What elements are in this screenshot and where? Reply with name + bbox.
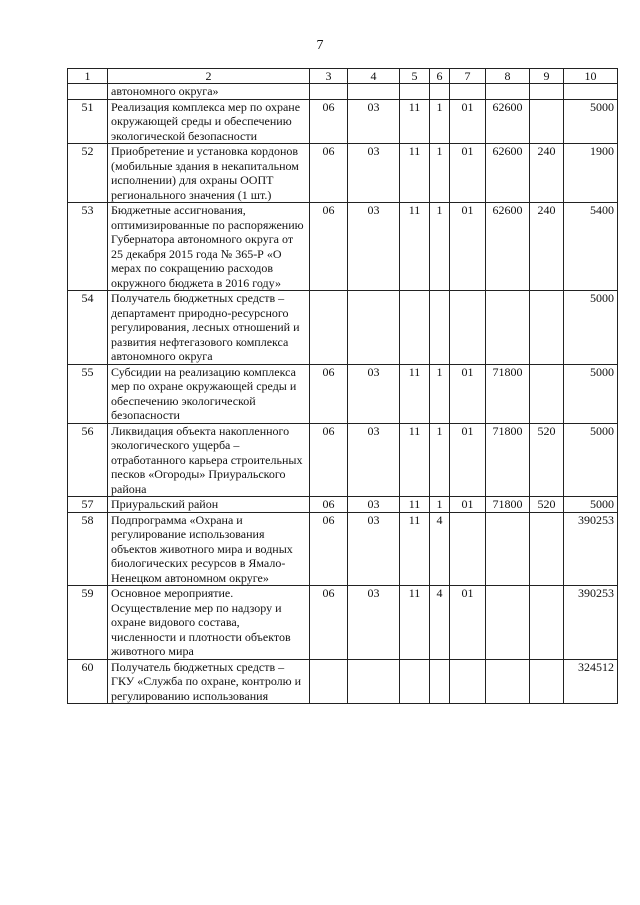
column-header: 1 <box>68 69 108 84</box>
row-description: Подпрограмма «Охрана и регулирование использования объектов животного мира и водных биологических ресурсов в Ямало-Ненецком автономном округе» <box>108 512 310 586</box>
code-8 <box>486 512 530 586</box>
amount: 390253 <box>564 512 618 586</box>
row-number: 57 <box>68 497 108 513</box>
code-3 <box>310 291 348 365</box>
code-6: 4 <box>430 512 450 586</box>
row-description: Получатель бюджетных средств – департамент природно-ресурсного регулирования, лесных отношений и развития нефтегазового комплекса автономного округа <box>108 291 310 365</box>
code-6: 1 <box>430 99 450 144</box>
code-9 <box>530 291 564 365</box>
code-6 <box>430 659 450 704</box>
code-3: 06 <box>310 512 348 586</box>
code-6: 1 <box>430 423 450 497</box>
code-8: 62600 <box>486 203 530 291</box>
code-5: 11 <box>400 144 430 203</box>
continuation-row <box>68 84 618 100</box>
code-8: 62600 <box>486 99 530 144</box>
code-3: 06 <box>310 144 348 203</box>
code-7: 01 <box>450 364 486 423</box>
table-row <box>68 497 618 513</box>
code-9 <box>530 99 564 144</box>
table-row <box>68 364 618 423</box>
code-5: 11 <box>400 423 430 497</box>
amount: 5000 <box>564 497 618 513</box>
code-3: 06 <box>310 203 348 291</box>
code-4 <box>348 659 400 704</box>
table-row <box>68 586 618 660</box>
code-8: 71800 <box>486 364 530 423</box>
code-5: 11 <box>400 203 430 291</box>
row-description: Субсидии на реализацию комплекса мер по охране окружающей среды и обеспечению экологической безопасности <box>108 364 310 423</box>
code-4: 03 <box>348 144 400 203</box>
code-9: 240 <box>530 203 564 291</box>
code-9 <box>530 512 564 586</box>
code-8 <box>486 291 530 365</box>
code-7 <box>450 659 486 704</box>
row-description: Получатель бюджетных средств – ГКУ «Служба по охране, контролю и регулированию использования <box>108 659 310 704</box>
code-7 <box>450 291 486 365</box>
table-row <box>68 99 618 144</box>
code-5 <box>400 291 430 365</box>
table-row <box>68 512 618 586</box>
code-9: 240 <box>530 144 564 203</box>
column-header: 7 <box>450 69 486 84</box>
code-6: 1 <box>430 203 450 291</box>
row-number: 58 <box>68 512 108 586</box>
row-number: 59 <box>68 586 108 660</box>
row-number: 52 <box>68 144 108 203</box>
code-7: 01 <box>450 497 486 513</box>
row-number: 56 <box>68 423 108 497</box>
code-4: 03 <box>348 99 400 144</box>
code-6: 1 <box>430 364 450 423</box>
code-4: 03 <box>348 512 400 586</box>
code-5: 11 <box>400 512 430 586</box>
amount: 5000 <box>564 291 618 365</box>
code-8: 71800 <box>486 497 530 513</box>
code-4: 03 <box>348 203 400 291</box>
code-3: 06 <box>310 497 348 513</box>
code-7 <box>450 512 486 586</box>
table-row <box>68 291 618 365</box>
code-3: 06 <box>310 586 348 660</box>
column-header: 10 <box>564 69 618 84</box>
code-7: 01 <box>450 144 486 203</box>
code-7: 01 <box>450 586 486 660</box>
amount: 5000 <box>564 99 618 144</box>
code-5: 11 <box>400 497 430 513</box>
amount: 5000 <box>564 423 618 497</box>
amount: 5400 <box>564 203 618 291</box>
table-row <box>68 423 618 497</box>
amount: 390253 <box>564 586 618 660</box>
row-description: Бюджетные ассигнования, оптимизированные по распоряжению Губернатора автономного округа от 25 декабря 2015 года № 365-Р «О мерах по сокращению расходов окружного бюджета в 2016 году» <box>108 203 310 291</box>
row-description: Реализация комплекса мер по охране окружающей среды и обеспечению экологической безопасности <box>108 99 310 144</box>
row-number: 51 <box>68 99 108 144</box>
code-6 <box>430 291 450 365</box>
row-description: Приуральский район <box>108 497 310 513</box>
code-5: 11 <box>400 364 430 423</box>
budget-table <box>67 68 618 704</box>
row-description: Приобретение и установка кордонов (мобильные здания в некапитальном исполнении) для охраны ООПТ регионального значения (1 шт.) <box>108 144 310 203</box>
code-8 <box>486 586 530 660</box>
column-header: 2 <box>108 69 310 84</box>
amount: 1900 <box>564 144 618 203</box>
code-6: 1 <box>430 144 450 203</box>
code-5 <box>400 659 430 704</box>
table-row <box>68 203 618 291</box>
row-number: 54 <box>68 291 108 365</box>
code-9 <box>530 659 564 704</box>
code-8: 71800 <box>486 423 530 497</box>
row-description: Ликвидация объекта накопленного экологического ущерба – отработанного карьера строительных песков «Огороды» Приуральского района <box>108 423 310 497</box>
code-4: 03 <box>348 364 400 423</box>
column-header: 3 <box>310 69 348 84</box>
row-description: Основное мероприятие. Осуществление мер по надзору и охране видового состава, численности и плотности объектов животного мира <box>108 586 310 660</box>
code-3: 06 <box>310 364 348 423</box>
code-9: 520 <box>530 497 564 513</box>
code-7: 01 <box>450 203 486 291</box>
row-number: 53 <box>68 203 108 291</box>
column-header: 5 <box>400 69 430 84</box>
table-row <box>68 659 618 704</box>
continuation-text: автономного округа» <box>108 84 310 100</box>
row-number: 55 <box>68 364 108 423</box>
code-9 <box>530 364 564 423</box>
code-4: 03 <box>348 497 400 513</box>
code-4: 03 <box>348 586 400 660</box>
page-number: 7 <box>316 38 324 53</box>
column-header: 4 <box>348 69 400 84</box>
code-9: 520 <box>530 423 564 497</box>
code-8 <box>486 659 530 704</box>
row-number: 60 <box>68 659 108 704</box>
code-8: 62600 <box>486 144 530 203</box>
code-4: 03 <box>348 423 400 497</box>
code-6: 4 <box>430 586 450 660</box>
header-row <box>68 69 618 84</box>
code-7: 01 <box>450 423 486 497</box>
code-7: 01 <box>450 99 486 144</box>
table-row <box>68 144 618 203</box>
amount: 5000 <box>564 364 618 423</box>
code-3 <box>310 659 348 704</box>
code-9 <box>530 586 564 660</box>
code-3: 06 <box>310 99 348 144</box>
column-header: 6 <box>430 69 450 84</box>
code-4 <box>348 291 400 365</box>
code-5: 11 <box>400 99 430 144</box>
code-5: 11 <box>400 586 430 660</box>
column-header: 9 <box>530 69 564 84</box>
column-header: 8 <box>486 69 530 84</box>
code-6: 1 <box>430 497 450 513</box>
code-3: 06 <box>310 423 348 497</box>
amount: 324512 <box>564 659 618 704</box>
